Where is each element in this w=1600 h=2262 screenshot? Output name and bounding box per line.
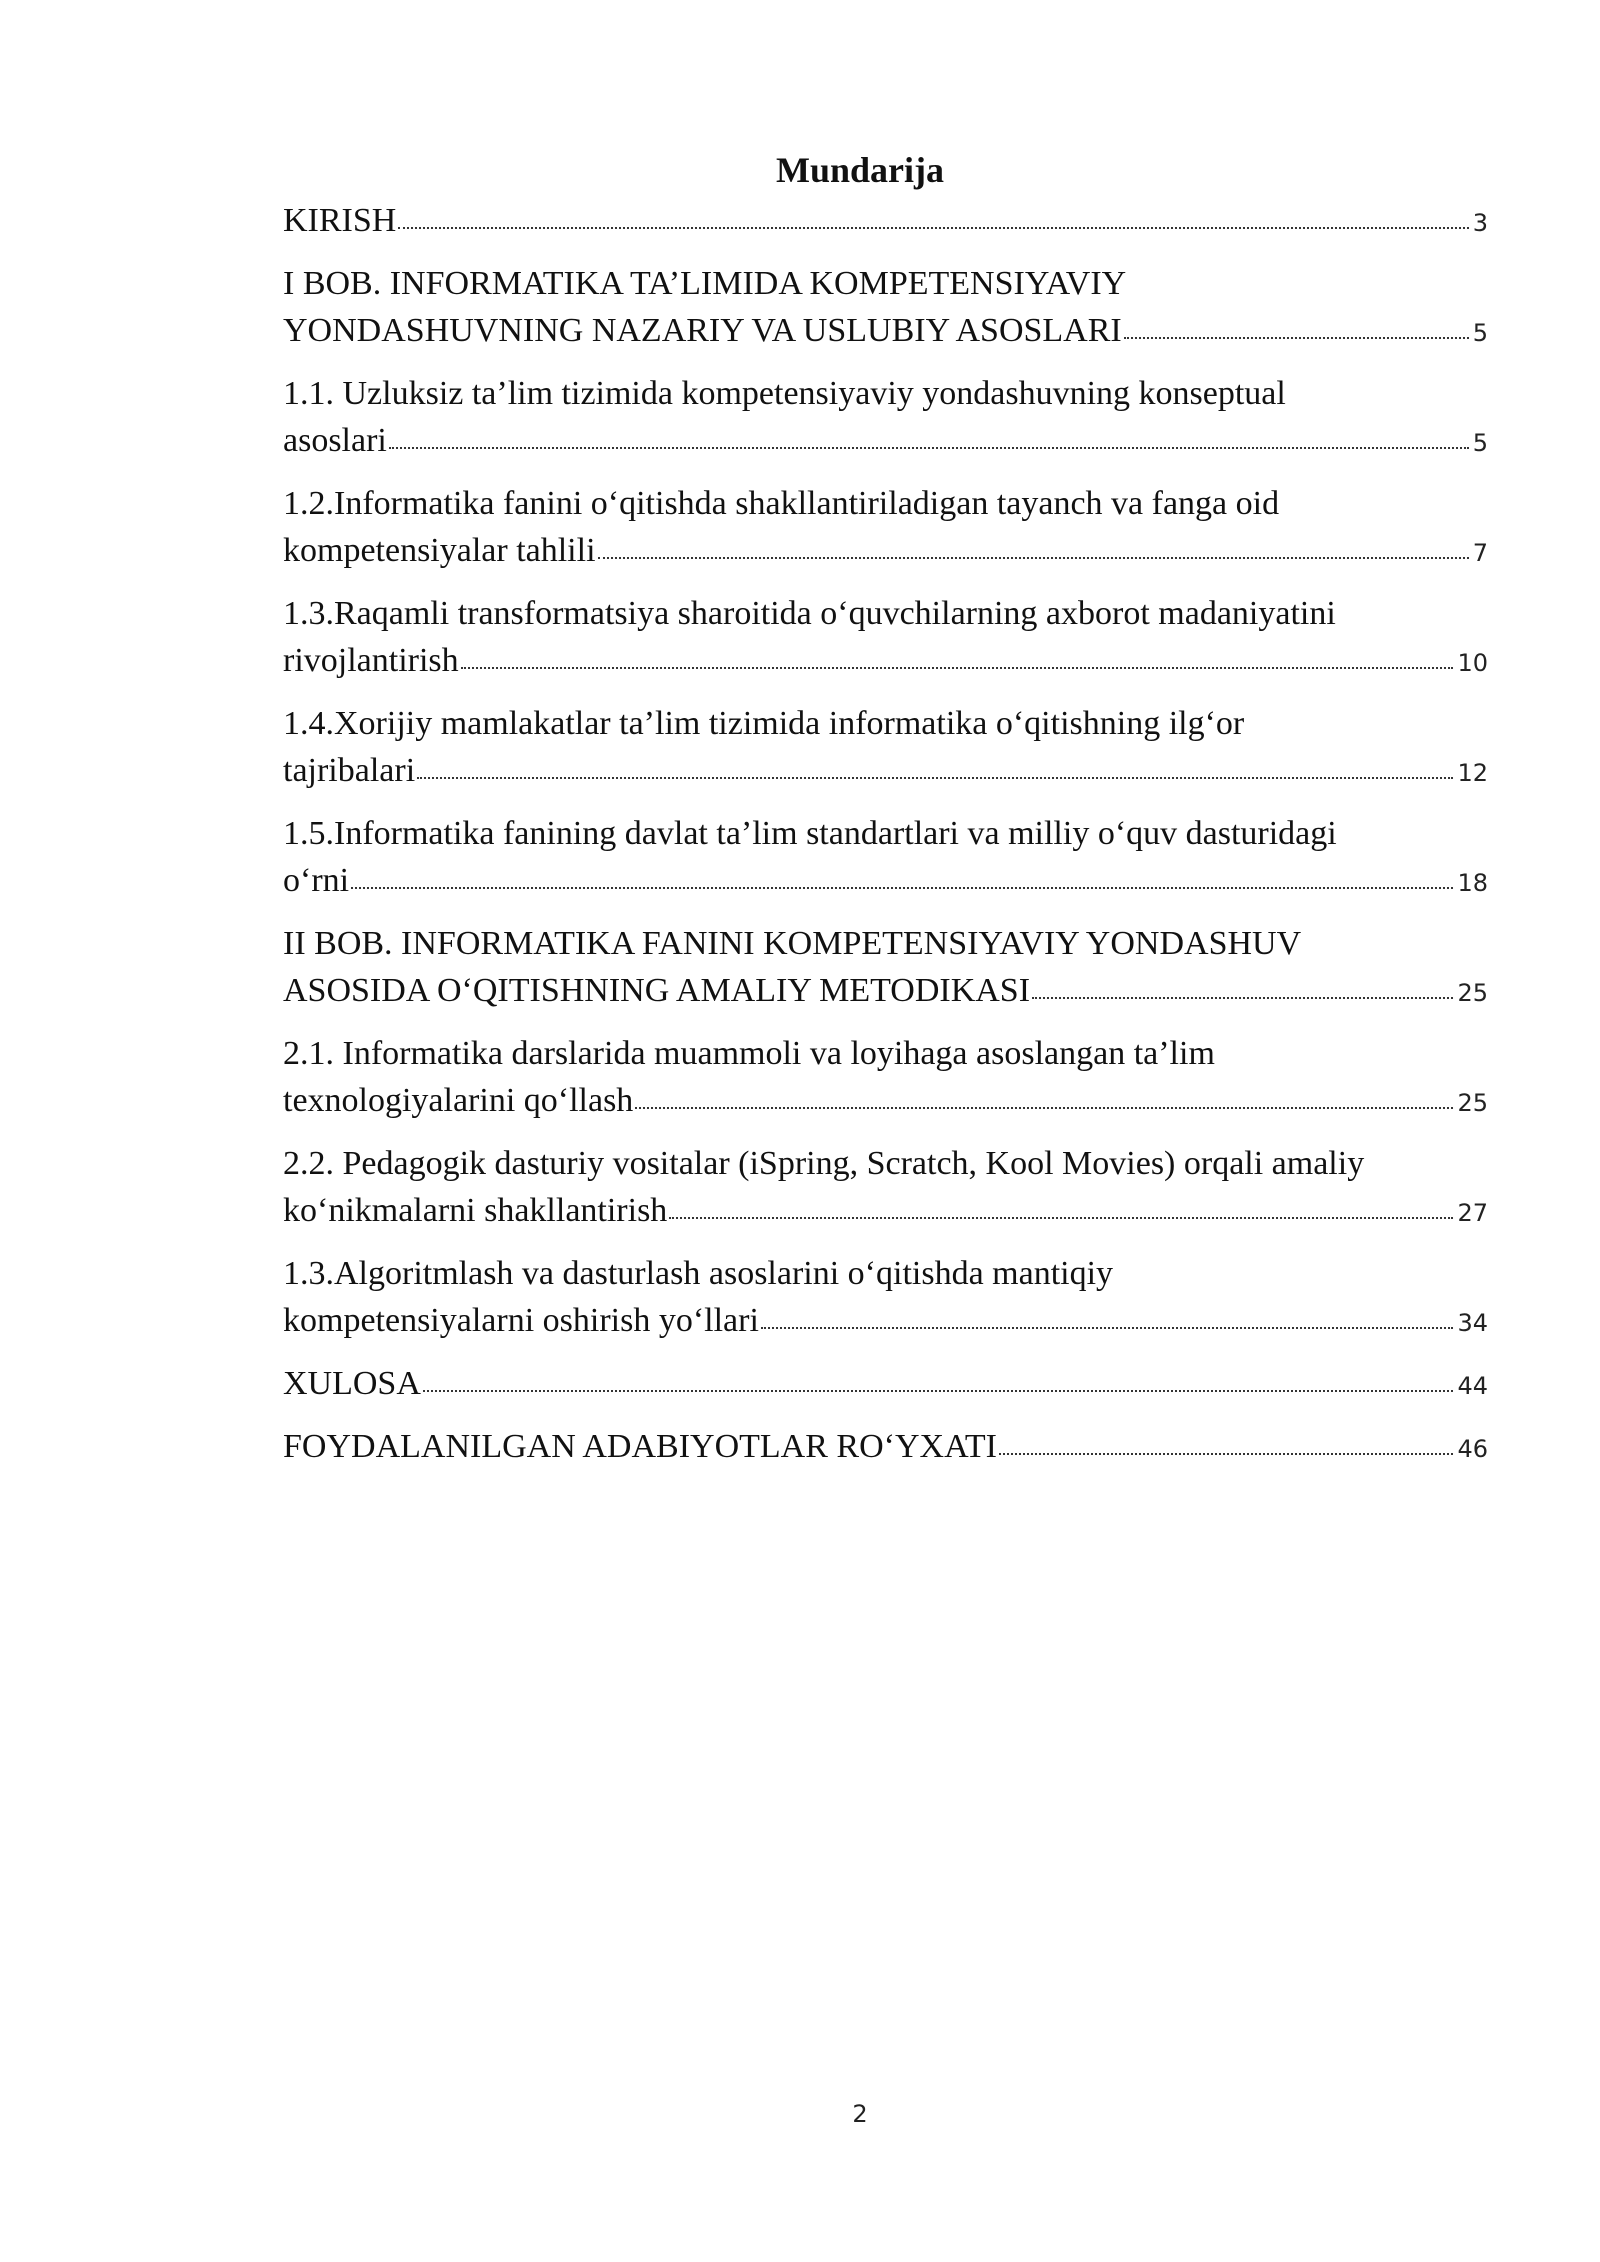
toc-entry-text: 1.3.Raqamli transformatsiya sharoitida o‘quvchilarning axborot madaniyatini [283,595,1336,632]
dot-leader [598,551,1469,559]
dot-leader [1124,331,1469,339]
dot-leader [999,1447,1454,1455]
toc-page-number: 34 [1457,1309,1488,1337]
toc-entry-text: kompetensiyalar tahlili [283,532,596,569]
toc-entry-text: ko‘nikmalarni shakllantirish [283,1192,668,1229]
toc-page-number: 27 [1457,1199,1488,1227]
dot-leader [351,881,1453,889]
toc-entry[interactable] [283,1250,1488,1347]
toc-page-number: 5 [1472,319,1488,347]
toc-entry-text: asoslari [283,422,387,459]
toc-entry-text: o‘rni [283,862,350,899]
toc-entry-text: XULOSA [283,1365,421,1402]
toc-entry-text: tajribalari [283,752,416,789]
toc-entry[interactable] [283,1360,1488,1410]
dot-leader [461,661,1454,669]
toc-entry[interactable] [283,1140,1488,1237]
toc-entry[interactable] [283,590,1488,687]
toc-entry-text: YONDASHUVNING NAZARIY VA USLUBIY ASOSLARI [283,312,1122,349]
toc-page-number: 25 [1457,1089,1488,1117]
toc-entry-text: 2.1. Informatika darslarida muammoli va loyihaga asoslangan ta’lim [283,1035,1215,1072]
toc-entry-text: 1.5.Informatika fanining davlat ta’lim standartlari va milliy o‘quv dasturidagi [283,815,1337,852]
toc-entry[interactable] [283,920,1488,1017]
toc-entry-text: kompetensiyalarni oshirish yo‘llari [283,1302,759,1339]
toc-entry-text: 1.3.Algoritmlash va dasturlash asoslarini o‘qitishda mantiqiy [283,1255,1114,1292]
toc-entry-text: rivojlantirish [283,642,459,679]
toc-entry[interactable] [283,700,1488,797]
toc-entry[interactable] [283,810,1488,907]
toc-entry-text: ASOSIDA O‘QITISHNING AMALIY METODIKASI [283,972,1031,1009]
toc-entry-text: I BOB. INFORMATIKA TA’LIMIDA KOMPETENSIYAVIY [283,265,1127,302]
page-number: 2 [852,2100,868,2128]
dot-leader [417,771,1453,779]
toc-page-number: 44 [1457,1372,1488,1400]
toc-page-number: 7 [1472,539,1488,567]
toc-entry-text: II BOB. INFORMATIKA FANINI KOMPETENSIYAVIY YONDASHUV [283,925,1302,962]
toc-entry-text: 2.2. Pedagogik dasturiy vositalar (iSpring, Scratch, Kool Movies) orqali amaliy [283,1145,1365,1182]
dot-leader [669,1211,1453,1219]
toc-page-number: 18 [1457,869,1488,897]
toc-entry[interactable] [283,197,1488,247]
toc-entry-text: FOYDALANILGAN ADABIYOTLAR RO‘YXATI [283,1428,997,1465]
toc-entry-text: 1.4.Xorijiy mamlakatlar ta’lim tizimida informatika o‘qitishning ilg‘or [283,705,1245,742]
table-of-contents [283,197,1488,1486]
toc-page-number: 12 [1457,759,1488,787]
toc-entry[interactable] [283,1423,1488,1473]
dot-leader [389,441,1469,449]
toc-entry-text: 1.1. Uzluksiz ta’lim tizimida kompetensiyaviy yondashuvning konseptual [283,375,1286,412]
toc-page-number: 46 [1457,1435,1488,1463]
dot-leader [635,1101,1453,1109]
toc-page-number: 5 [1472,429,1488,457]
page-title: Mundarija [775,150,944,190]
toc-entry[interactable] [283,260,1488,357]
dot-leader [761,1321,1454,1329]
toc-page-number: 10 [1457,649,1488,677]
toc-entry[interactable] [283,370,1488,467]
toc-entry[interactable] [283,480,1488,577]
toc-entry-text: 1.2.Informatika fanini o‘qitishda shakllantiriladigan tayanch va fanga oid [283,485,1280,522]
dot-leader [1032,991,1453,999]
toc-entry-text: texnologiyalarini qo‘llash [283,1082,634,1119]
dot-leader [398,221,1468,229]
toc-entry[interactable] [283,1030,1488,1127]
toc-entry-text: KIRISH [283,202,397,239]
dot-leader [423,1384,1454,1392]
toc-page-number: 3 [1472,209,1488,237]
toc-page-number: 25 [1457,979,1488,1007]
